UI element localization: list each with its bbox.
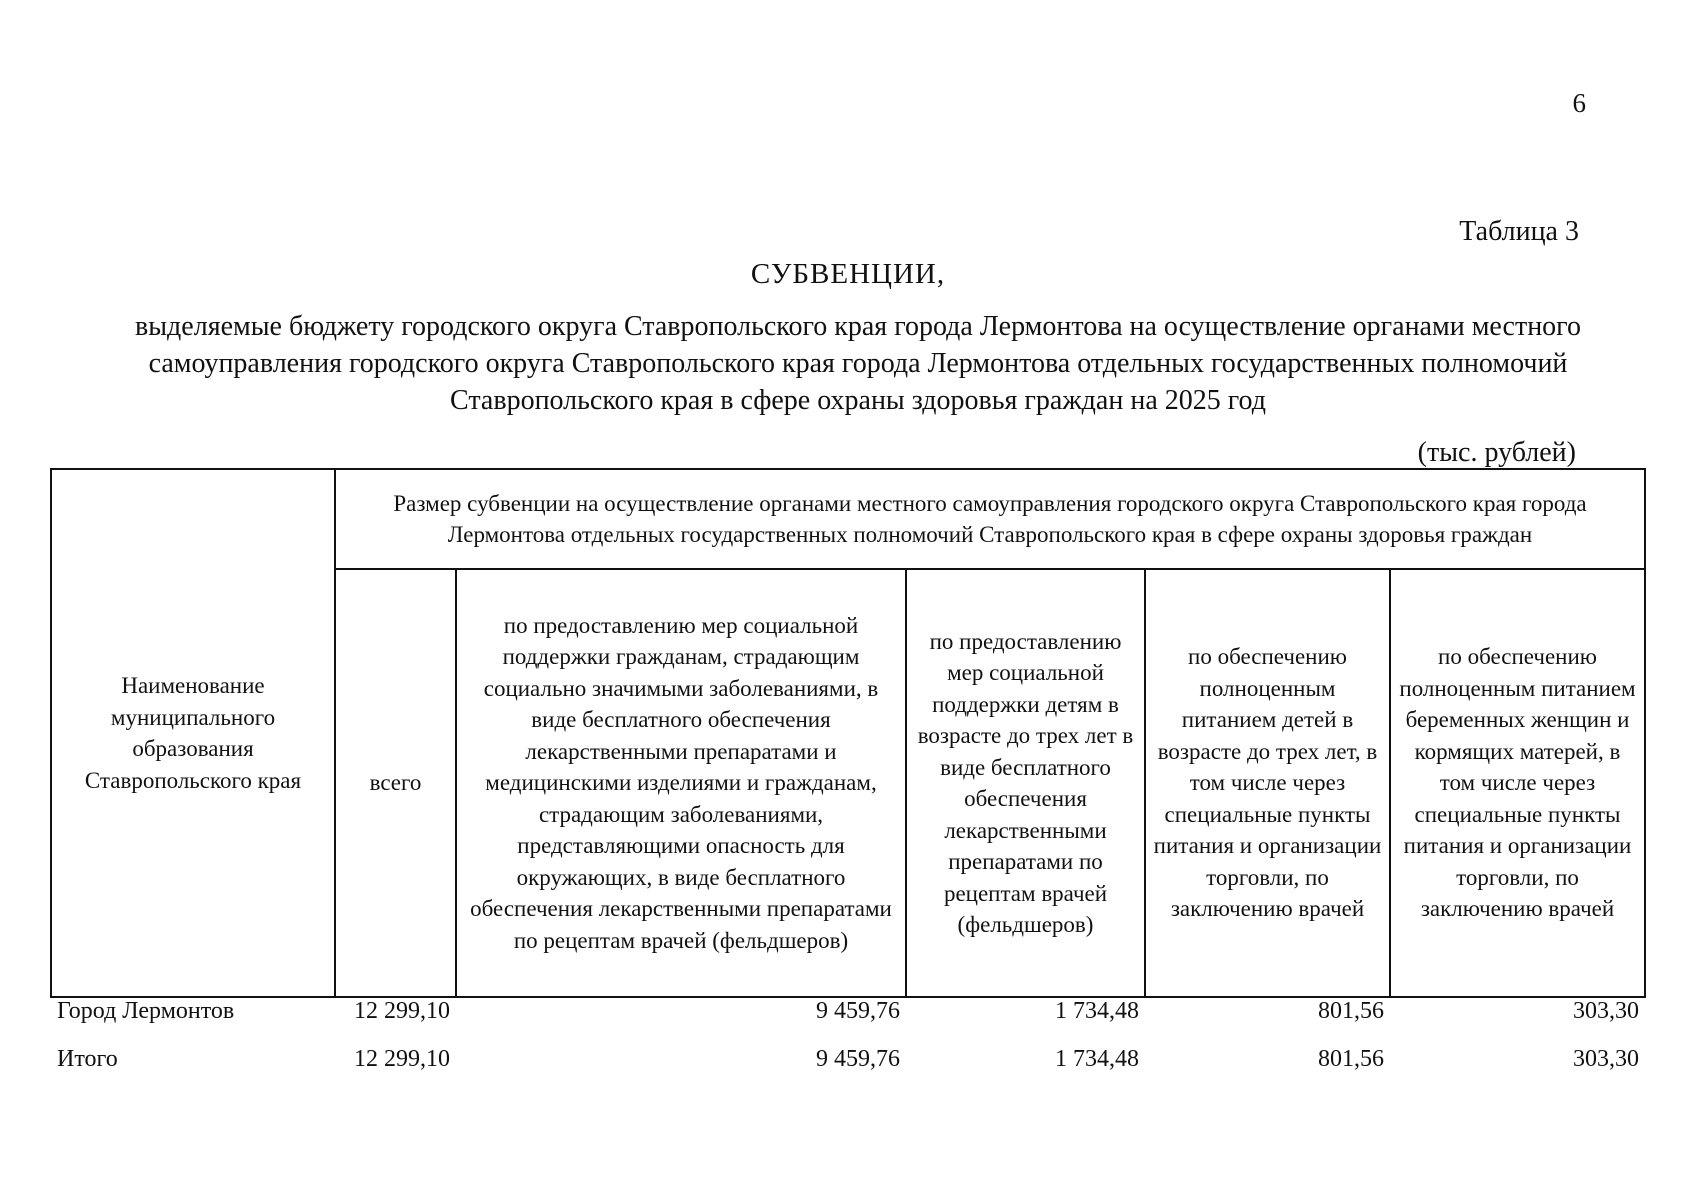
page-number: 6 (1572, 88, 1586, 118)
document-title: СУБВЕНЦИИ, (750, 258, 946, 290)
cell-social-support: 9 459,76 (816, 1046, 900, 1072)
document-subtitle (78, 308, 1638, 419)
header-mothers-nutrition: по обеспечению полноценным питанием беременных женщин и кормящих матерей, в том числе через специальные пункты питания и организации торговли, по заключению врачей (1390, 569, 1645, 997)
subsidy-table (50, 468, 1646, 1094)
subtitle-line: выделяемые бюджету городского округа Ставропольского края города Лермонтова на осуществление органами местного (135, 311, 1581, 342)
cell-total: 12 299,10 (354, 998, 450, 1024)
header-children-nutrition: по обеспечению полноценным питанием детей в возрасте до трех лет, в том числе через специальные пункты питания и организации торговли, по заключению врачей (1145, 569, 1390, 997)
header-municipality-name: Наименование муниципального образования Ставропольского края (51, 469, 335, 997)
cell-mothers-nutrition: 303,30 (1573, 1046, 1640, 1072)
cell-total: 12 299,10 (354, 1046, 450, 1072)
cell-children-nutrition: 801,56 (1318, 998, 1384, 1024)
header-total: всего (335, 569, 456, 997)
table-label: Таблица 3 (1459, 216, 1579, 247)
table-row (51, 997, 1645, 1046)
header-subsidy-group: Размер субвенции на осуществление органами местного самоуправления городского округа Ставропольского края города Лермонтова отдельных государственных полномочий Ставропольского края в сфере охраны здоровья граждан (335, 469, 1645, 569)
header-children-support: по предоставлению мер социальной поддержки детям в возрасте до трех лет в виде бесплатного обеспечения лекарственными препаратами по рецептам врачей (фельдшеров) (906, 569, 1145, 997)
cell-children-support: 1 734,48 (1055, 998, 1139, 1024)
cell-social-support: 9 459,76 (816, 998, 900, 1024)
subtitle-line: самоуправления городского округа Ставропольского края города Лермонтова отдельных государственных полномочий (148, 348, 1568, 379)
header-social-support: по предоставлению мер социальной поддержки гражданам, страдающим социально значимыми заболеваниями, в виде бесплатного обеспечения лекарственными препаратами и медицинскими изделиями и гражданам, страдающим заболеваниями, представляющими опасность для окружающих, в виде бесплатного обеспечения лекарственными препаратами по рецептам врачей (фельдшеров) (456, 569, 906, 997)
subtitle-line: Ставропольского края в сфере охраны здоровья граждан на 2025 год (450, 385, 1266, 416)
row-name: Итого (57, 1046, 118, 1072)
unit-note: (тыс. рублей) (1417, 437, 1576, 468)
cell-children-support: 1 734,48 (1055, 1046, 1139, 1072)
cell-children-nutrition: 801,56 (1318, 1046, 1384, 1072)
table-row-total (51, 1046, 1645, 1094)
cell-mothers-nutrition: 303,30 (1573, 998, 1640, 1024)
row-name: Город Лермонтов (57, 998, 235, 1024)
